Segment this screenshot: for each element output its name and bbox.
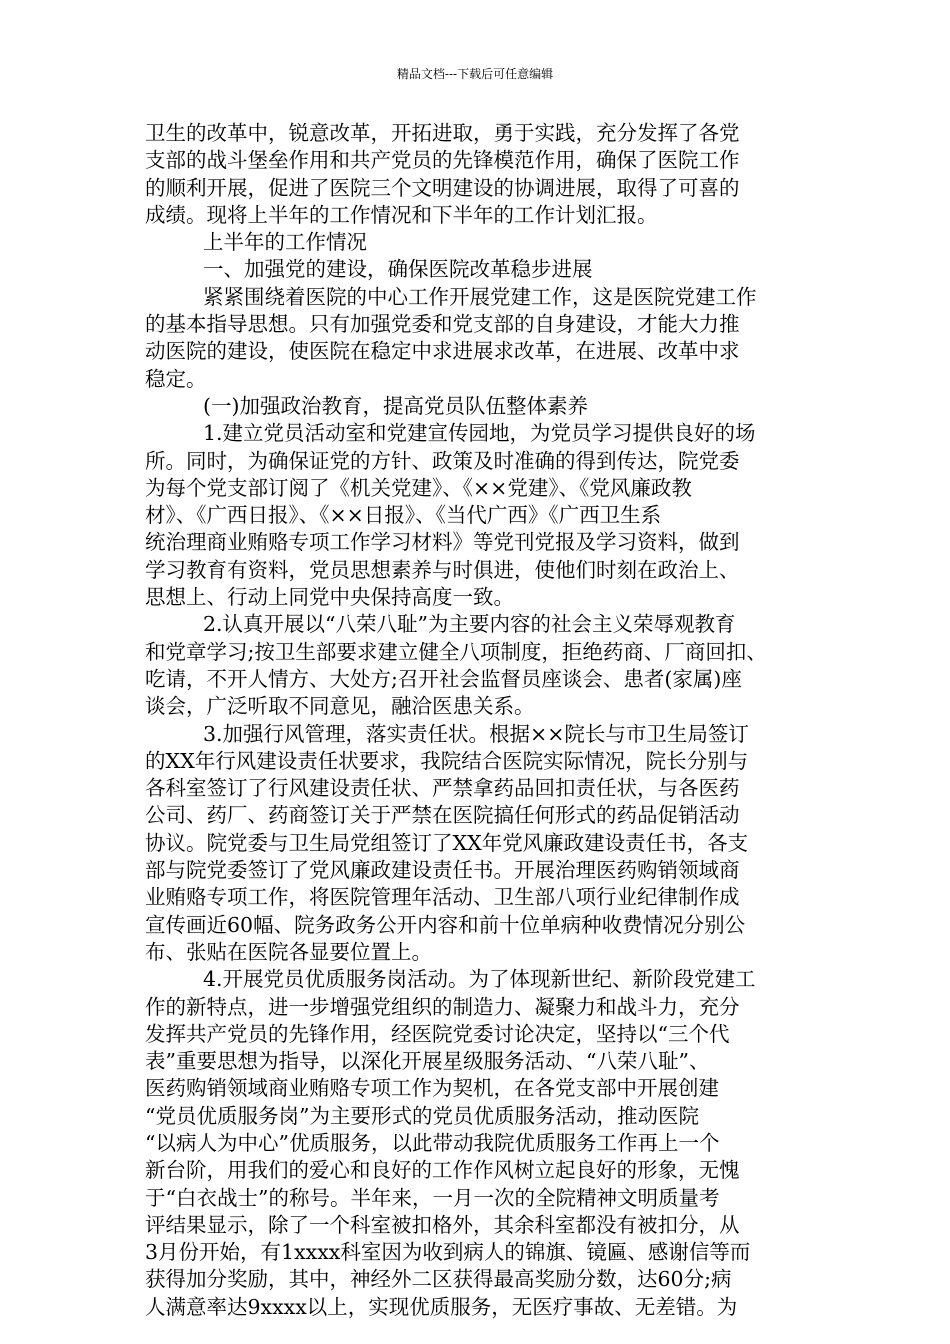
text-line: “以病人为中心”优质服务，以此带动我院优质服务工作再上一个	[145, 1130, 720, 1155]
text-line: 稳定。	[145, 366, 207, 391]
text-line: 布、张贴在医院各显要位置上。	[145, 939, 432, 964]
text-line: 部与院党委签订了党风廉政建设责任书。开展治理医药购销领域商	[145, 858, 740, 883]
text-line: 医药购销领域商业贿赂专项工作为契机，在各党支部中开展创建	[145, 1076, 719, 1101]
text-line: “党员优质服务岗”为主要形式的党员优质服务活动，推动医院	[145, 1103, 699, 1128]
text-line: 一、加强党的建设，确保医院改革稳步进展	[203, 257, 593, 282]
text-line: 于“白衣战士”的称号。半年来，一月一次的全院精神文明质量考	[145, 1185, 720, 1210]
page-header: 精品文档---下载后可任意编辑	[396, 67, 554, 81]
text-line: 上半年的工作情况	[203, 230, 367, 255]
text-line: 3月份开始，有1xxxx科室因为收到病人的锦旗、镜匾、感谢信等而	[145, 1240, 751, 1265]
text-line: 各科室签订了行风建设责任状、严禁拿药品回扣责任状，与各医药	[145, 776, 740, 801]
text-line: 和党章学习;按卫生部要求建立健全八项制度，拒绝药商、厂商回扣、	[145, 639, 767, 664]
text-line: 2.认真开展以“八荣八耻”为主要内容的社会主义荣辱观教育	[203, 612, 736, 637]
text-line: 宣传画近60幅、院务政务公开内容和前十位单病种收费情况分别公	[145, 912, 746, 937]
text-line: 新台阶，用我们的爱心和良好的工作作风树立起良好的形象，无愧	[145, 1158, 740, 1183]
text-line: (一)加强政治教育，提高党员队伍整体素养	[203, 393, 588, 418]
text-line: 3.加强行风管理，落实责任状。根据××院长与市卫生局签订	[203, 721, 749, 746]
text-line: 支部的战斗堡垒作用和共产党员的先锋模范作用，确保了医院工作	[145, 148, 740, 173]
text-line: 卫生的改革中，锐意改革，开拓进取，勇于实践，充分发挥了各党	[145, 121, 740, 145]
text-line: 材》、《广西日报》、《××日报》、《当代广西》《广西卫生系	[145, 503, 662, 528]
text-line: 所。同时，为确保证党的方针、政策及时准确的得到传达，院党委	[145, 448, 740, 473]
text-line: 表”重要思想为指导，以深化开展星级服务活动、“八荣八耻”、	[145, 1049, 710, 1074]
text-line: 统治理商业贿赂专项工作学习材料》等党刊党报及学习资料，做到	[145, 530, 740, 555]
text-line: 紧紧围绕着医院的中心工作开展党建工作，这是医院党建工作	[203, 284, 757, 309]
text-line: 为每个党支部订阅了《机关党建》、《××党建》、《党风廉政教	[145, 475, 692, 500]
text-line: 业贿赂专项工作，将医院管理年活动、卫生部八项行业纪律制作成	[145, 885, 740, 910]
text-line: 人满意率达9xxxx以上，实现优质服务，无医疗事故、无差错。为	[145, 1294, 738, 1319]
text-line: 获得加分奖励，其中，神经外二区获得最高奖励分数，达60分;病	[145, 1267, 732, 1292]
document-body	[145, 120, 807, 1321]
text-line: 公司、药厂、药商签订关于严禁在医院搞任何形式的药品促销活动	[145, 803, 740, 828]
text-line: 思想上、行动上同党中央保持高度一致。	[145, 585, 514, 610]
text-line: 成绩。现将上半年的工作情况和下半年的工作计划汇报。	[145, 202, 658, 227]
text-line: 动医院的建设，使医院在稳定中求进展求改革，在进展、改革中求	[145, 339, 740, 364]
text-line: 作的新特点，进一步增强党组织的制造力、凝聚力和战斗力，充分	[145, 994, 740, 1019]
text-line: 的XX年行风建设责任状要求，我院结合医院实际情况，院长分别与	[145, 748, 749, 773]
text-line: 评结果显示，除了一个科室被扣格外，其余科室都没有被扣分，从	[145, 1212, 740, 1237]
text-line: 4.开展党员优质服务岗活动。为了体现新世纪、新阶段党建工	[203, 967, 756, 992]
text-line: 谈会，广泛听取不同意见，融洽医患关系。	[145, 694, 535, 719]
text-line: 1.建立党员活动室和党建宣传园地，为党员学习提供良好的场	[203, 421, 756, 446]
text-line: 学习教育有资料，党员思想素养与时俱进，使他们时刻在政治上、	[145, 557, 740, 582]
text-line: 吃请，不开人情方、大处方;召开社会监督员座谈会、患者(家属)座	[145, 666, 742, 691]
text-line: 的基本指导思想。只有加强党委和党支部的自身建设，才能大力推	[145, 312, 740, 337]
text-line: 的顺利开展，促进了医院三个文明建设的协调进展，取得了可喜的	[145, 175, 740, 200]
text-line: 发挥共产党员的先锋作用，经医院党委讨论决定，坚持以“三个代	[145, 1021, 730, 1046]
text-line: 协议。院党委与卫生局党组签订了XX年党风廉政建设责任书，各支	[145, 830, 749, 855]
